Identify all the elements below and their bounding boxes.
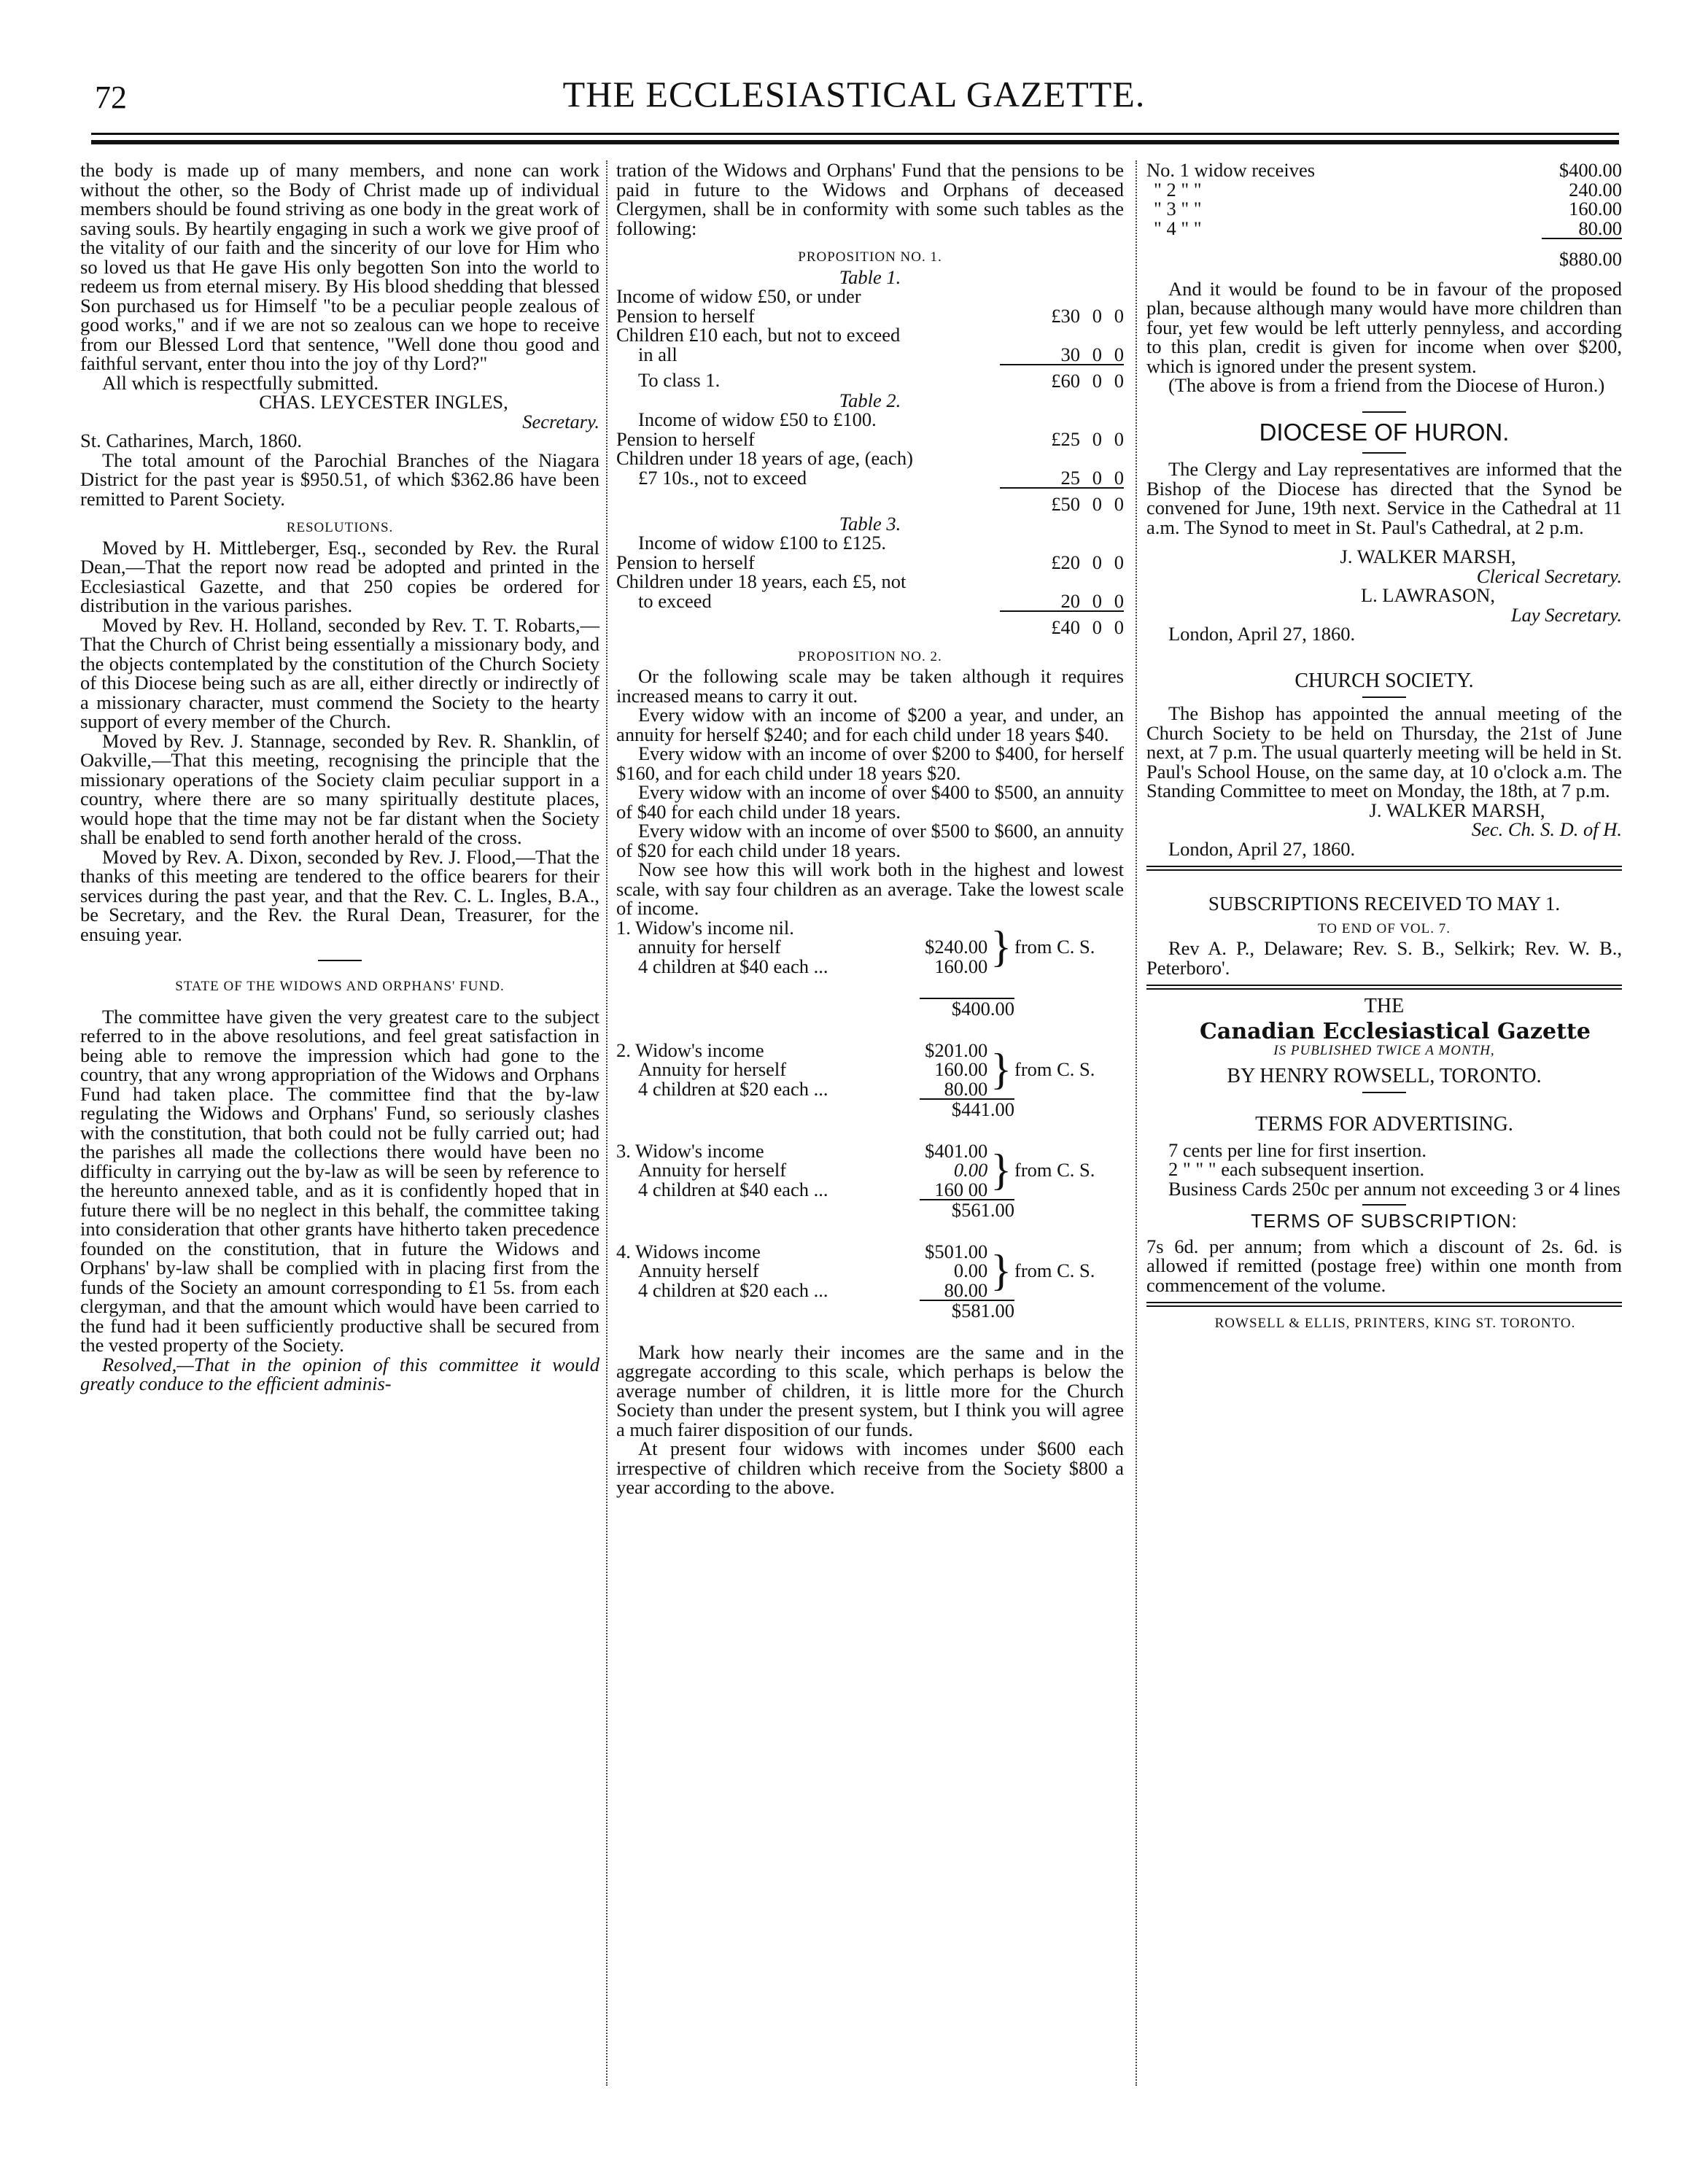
signature-name: L. LAWRASON,	[1360, 584, 1496, 606]
article-paragraph: Every widow with an income of over $400 to $500, an annuity of $40 for each child under 18 years.	[616, 781, 1124, 823]
place-date: London, April 27, 1860.	[1168, 623, 1356, 645]
signature-name: CHAS. LEYCESTER INGLES,	[259, 391, 508, 413]
from-label: from C. S.	[1014, 1058, 1095, 1080]
signature-name: J. WALKER MARSH,	[1340, 546, 1516, 567]
signature-name: J. WALKER MARSH,	[1369, 799, 1545, 821]
terms-line: 2 " " " each subsequent insertion.	[1168, 1158, 1425, 1180]
double-rule	[1146, 985, 1622, 990]
column-right	[1146, 160, 1622, 1334]
example-2: 2. Widow's income $201.00 Annuity for herself 160.00 4 children at $20 each ... 80.00 } from C. S.	[616, 1041, 1124, 1099]
article-paragraph: Mark how nearly their incomes are the same and in the aggregate according to this scale, which perhaps is below the average number of children, it is little more for the Church Society than under the present system, but I think you will agree a much fairer disposition of our funds.	[616, 1340, 1124, 1440]
masthead: THE ECCLESIASTICAL GAZETTE.	[562, 74, 1146, 115]
double-rule	[1146, 866, 1622, 871]
table-row: " 2 " " 240.00	[1154, 178, 1622, 201]
resolution-paragraph: Moved by H. Mittleberger, Esq., seconded by Rev. the Rural Dean,—That the report now read be adopted and printed in the Ecclesiastical Gazette, and that 250 copies be ordered for distribution in the various parishes.	[80, 536, 599, 616]
section-heading: DIOCESE OF HURON.	[1259, 418, 1510, 446]
example-total: $581.00	[951, 1300, 1014, 1321]
place-date: St. Catharines, March, 1860.	[80, 430, 302, 451]
signature-title: Lay Secretary.	[1510, 603, 1622, 626]
terms-paragraph: 7s 6d. per annum; from which a discount of 2s. 6d. is allowed if remitted (postage free) within one month from commencement of the volume.	[1146, 1235, 1622, 1296]
table-line: Income of widow £100 to £125.	[638, 532, 887, 554]
table-row: Pension to herself £20 0 0	[616, 551, 1124, 573]
example-total: $441.00	[951, 1098, 1014, 1120]
page-header	[0, 0, 1708, 146]
example-total: $400.00	[951, 998, 1014, 1020]
article-paragraph: Every widow with an income of over $200 to $400, for herself $160, and for each child under 18 years $20.	[616, 742, 1124, 784]
terms-line: 7 cents per line for first insertion.	[1168, 1138, 1426, 1161]
table-row: Pension to herself £25 0 0	[616, 427, 1124, 450]
terms-line: Business Cards 250c per annum not exceeding 3 or 4 lines	[1168, 1177, 1620, 1200]
page-number: 72	[95, 79, 127, 115]
table-total-row: To class 1. £60 0 0	[616, 365, 1124, 391]
brace: }	[990, 923, 1012, 971]
column-middle	[616, 160, 1124, 1497]
table-line: Children £10 each, but not to exceed	[616, 324, 901, 346]
table-row: Pension to herself £30 0 0	[616, 304, 1124, 327]
article-paragraph: At present four widows with incomes under $600 each irrespective of children which receive from the Society $800 a year according to the above.	[616, 1437, 1124, 1498]
table-row: in all 30 0 0	[638, 343, 1124, 365]
pension-table-3	[616, 533, 1124, 637]
article-paragraph: Or the following scale may be taken although it requires increased means to carry it out.	[616, 665, 1124, 707]
proposition-heading: PROPOSITION NO. 2.	[798, 648, 942, 664]
section-heading: TERMS FOR ADVERTISING.	[1255, 1113, 1513, 1136]
table-title: Table 1.	[839, 265, 901, 288]
publisher: BY HENRY ROWSELL, TORONTO.	[1227, 1064, 1542, 1087]
double-rule	[1146, 1302, 1622, 1307]
section-heading: RESOLUTIONS.	[286, 520, 394, 535]
table-row: to exceed 20 0 0	[638, 589, 1124, 612]
article-paragraph: Every widow with an income of $200 a year, and under, an annuity for herself $240; and for each child under 18 years $40.	[616, 704, 1124, 745]
table-total-row: £40 0 0	[616, 611, 1124, 637]
section-heading: TERMS OF SUBSCRIPTION:	[1251, 1210, 1518, 1232]
divider	[1362, 452, 1406, 454]
example-4: 4. Widows income $501.00 Annuity herself 0.00 4 children at $20 each ... 80.00 } from C. S.	[616, 1242, 1124, 1300]
gazette-title: Canadian Ecclesiastical Gazette	[1200, 1018, 1591, 1044]
table-row: " 4 " " 80.00	[1154, 217, 1622, 239]
proposition-heading: PROPOSITION NO. 1.	[798, 249, 942, 265]
section-heading: CHURCH SOCIETY.	[1294, 669, 1474, 692]
from-label: from C. S.	[1014, 1159, 1095, 1181]
subheading: TO END OF VOL. 7.	[1317, 920, 1451, 936]
table-row: £7 10s., not to exceed 25 0 0	[638, 466, 1124, 489]
divider	[1362, 696, 1406, 698]
from-label: from C. S.	[1014, 936, 1095, 958]
printer-imprint: ROWSELL & ELLIS, PRINTERS, KING ST. TORONTO.	[1214, 1316, 1576, 1331]
resolution-paragraph: Moved by Rev. H. Holland, seconded by Rev. T. T. Robarts,—That the Church of Christ being essentially a missionary body, and the objects contemplated by the constitution of the Church Society of this Diocese being such as are all, either directly or indirectly of a missionary character, must commend the Society to the hearty support of every member of the Church.	[80, 613, 599, 732]
place-date: London, April 27, 1860.	[1168, 837, 1356, 860]
table-line: Children under 18 years, each £5, not	[616, 570, 907, 592]
article-paragraph: All which is respectfully submitted.	[102, 371, 379, 394]
example-1: 1. Widow's income nil. annuity for herself $240.00 4 children at $40 each ... 160.00 } from C. S.	[616, 918, 1124, 977]
article-paragraph: Now see how this will work both in the highest and lowest scale, with say four children as an average. Take the lowest scale of income.	[616, 858, 1124, 919]
from-label: from C. S.	[1014, 1260, 1095, 1281]
widow-receipts-table	[1146, 160, 1622, 269]
table-line: Income of widow £50, or under	[616, 285, 861, 307]
article-paragraph: And it would be found to be in favour of the proposed plan, because although many would have more children than four, yet few would be left utterly pennyless, and according to this plan, credit is given for income when over $200, which is ignored under the present system.	[1146, 277, 1622, 377]
table-line: Children under 18 years of age, (each)	[616, 447, 913, 469]
divider	[1362, 411, 1406, 413]
pension-table-2	[616, 410, 1124, 514]
table-row: No. 1 widow receives $400.00	[1146, 159, 1622, 181]
article-paragraph: The Clergy and Lay representatives are informed that the Bishop of the Diocese has directed that the Synod be convened for June, 19th next. Service in the Cathedral at 11 a.m. The Synod to meet in St. Paul's Cathedral, at 2 p.m.	[1146, 458, 1622, 538]
signature-title: Secretary.	[522, 410, 599, 432]
the-label: THE	[1364, 995, 1405, 1017]
article-paragraph: The total amount of the Parochial Branches of the Niagara District for the past year is $950.51, of which $362.86 have been remitted to Parent Society.	[80, 449, 599, 510]
column-divider	[606, 160, 607, 2086]
article-paragraph: The committee have given the very greatest care to the subject referred to in the above resolutions, and feel great satisfaction in being able to remove the impression which had gone to the country, that any wrong appropriation of the Widows and Orphans Fund had taken place. The committee find that the by-law regulating the Widows and Orphans' Fund, so seriously clashes with the constitution, that both could not be fully carried out; had the parishes all made the collections there would have been no difficulty in carrying out the by-law as will be seen by reference to the hereunto annexed table, and as it is confidently hoped that in future there will be no neglect in this behalf, the committee taking into consideration that other grants have hitherto taken precedence founded on the constitution, that in future the Widows and Orphans' by-law shall be complied with in placing first from the funds of the Society an amount corresponding to £1 5s. from each clergyman, and that the amount which would have been carried to the fund had it been sufficiently productive shall be secured from the vested property of the Society.	[80, 1005, 599, 1356]
publish-note: IS PUBLISHED TWICE A MONTH,	[1273, 1043, 1495, 1058]
resolution-paragraph: Moved by Rev. J. Stannage, seconded by Rev. R. Shanklin, of Oakville,—That this meeting, recognising the principle that the missionary operations of the Society claim peculiar support in a country, where there are so many spiritually destitute places, would hope that the time may not be far distant when the Society shall be enabled to send forth another herald of the cross.	[80, 729, 599, 848]
table-title: Table 3.	[839, 512, 901, 535]
article-paragraph: Every widow with an income of over $500 to $600, an annuity of $20 for each child under 18 years.	[616, 820, 1124, 861]
section-heading: SUBSCRIPTIONS RECEIVED TO MAY 1.	[1208, 893, 1561, 915]
table-total-row: £50 0 0	[616, 488, 1124, 514]
subscriptions-list: Rev A. P., Delaware; Rev. S. B., Selkirk; Rev. W. B., Peterboro'.	[1146, 937, 1622, 979]
pension-table-1	[616, 287, 1124, 391]
article-paragraph: the body is made up of many members, and none can work without the other, so the Body of Christ made up of individual members should be found striving as one body in the great work of saving souls. By heartily engaging in such a work we give proof of the vitality of our faith and the sincerity of our love for Him who so loved us that He gave His only begotten Son into the world to redeem us from eternal misery. By His blood shedding that blessed Son purchased us for Himself "to be a peculiar people zealous of good works," and if we are not so zealous can we hope to receive from our Blessed Lord that sentence, "Well done thou good and faithful servant, enter thou into the joy of thy Lord?"	[80, 159, 599, 374]
example-total: $561.00	[951, 1199, 1014, 1221]
article-paragraph: The Bishop has appointed the annual meeting of the Church Society to be held on Thursday, the 21st of June next, at 7 p.m. The usual quarterly meeting will be held in St. Paul's School House, on the same day, at 10 o'clock a.m. The Standing Committee to meet on Monday, the 18th, at 7 p.m.	[1146, 702, 1622, 802]
table-title: Table 2.	[839, 389, 901, 411]
article-paragraph: (The above is from a friend from the Diocese of Huron.)	[1168, 374, 1605, 396]
divider	[318, 960, 362, 961]
brace: }	[990, 1246, 1012, 1295]
divider	[1362, 1204, 1406, 1206]
section-heading: STATE OF THE WIDOWS AND ORPHANS' FUND.	[175, 979, 505, 994]
column-divider	[1136, 160, 1137, 2086]
brace: }	[990, 1146, 1012, 1195]
receipts-total: $880.00	[1542, 238, 1622, 269]
table-row: " 3 " " 160.00	[1154, 198, 1622, 220]
article-paragraph: tration of the Widows and Orphans' Fund that the pensions to be paid in future to the Widows and Orphans of deceased Clergymen, shall be in conformity with some such tables as the following:	[616, 159, 1124, 239]
brace: }	[990, 1045, 1012, 1094]
column-left	[80, 160, 599, 1394]
resolution-paragraph: Moved by Rev. A. Dixon, seconded by Rev. J. Flood,—That the thanks of this meeting are tendered to the office bearers for their services during the past year, and that the Rev. C. L. Ingles, B.A., be Secretary, and the Rev. the Rural Dean, Treasurer, for the ensuing year.	[80, 845, 599, 945]
example-3: 3. Widow's income $401.00 Annuity for herself 0.00 4 children at $40 each ... 160 00 } from C. S.	[616, 1141, 1124, 1200]
signature-title: Sec. Ch. S. D. of H.	[1471, 818, 1622, 840]
table-line: Income of widow £50 to £100.	[638, 408, 877, 430]
header-rule-thick	[91, 140, 1619, 144]
article-paragraph: Resolved,—That in the opinion of this committee it would greatly conduce to the efficient adminis-	[80, 1353, 599, 1394]
header-rule-thin	[91, 133, 1619, 135]
divider	[1362, 1092, 1406, 1093]
signature-title: Clerical Secretary.	[1476, 564, 1622, 587]
